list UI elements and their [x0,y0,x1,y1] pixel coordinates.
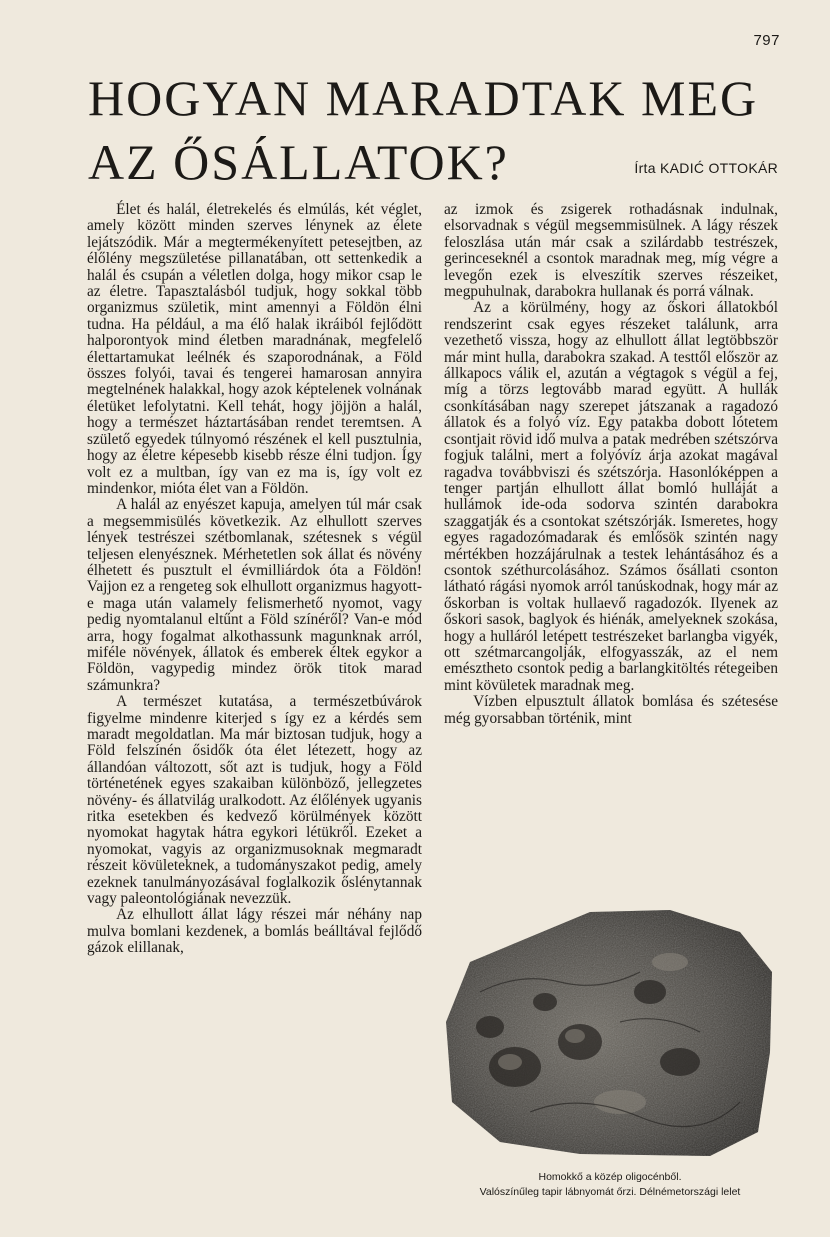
page-number: 797 [753,32,780,49]
fossil-photo-image [440,902,780,1162]
paragraph: Vízben elpusztult állatok bomlása és szétesése még gyorsabban történik, mint [444,693,778,727]
figure-caption [440,1170,780,1200]
paragraph: Az a körülmény, hogy az őskori állatokból rendszerint csak egyes részeket találunk, arra vezethető vissza, hogy az elhullott állat legtöbbször már mint hulla, darabokra szakad. A testtől először az állkapocs válik el, azután a végtagok s végül a fej, míg a törzs legtovább marad együtt. A hullák csonkításában nagy szerepet játszanak a ragadozó állatok és a folyó víz. Egy patakba dobott lótetem csontjait rövid idő mulva a patak medrében szétszórva fogjuk találni, mert a folyóvíz árja azokat magával ragadva továbbviszi és szétszórja. Hasonlóképpen a tenger partján elhullott állat bomló hulláját a hullámok ide-oda sodorva szintén darabokra szaggatják és a csontokat szétszórják. Ismeretes, hogy egyes ragadozómadarak és emlősök szintén nagy mértékben hozzájárulnak a testek lehántásához és a csontok széthurcolásához. Számos ősállati csonton látható rágási nyomok arról tanúskodnak, hogy már az őskorban is voltak hullaevő ragadozók. Ilyenek az őskori sasok, baglyok és hiénák, amelyeknek szokása, hogy a hulláról letépett testrészeket barlangba vigyék, ott szétmarcangolják, elfogyasszák, az el nem emésztheto csontok pedig a barlangkitöltés rétegeiben mint kövületek maradnak meg. [444,299,778,694]
right-column [444,202,778,727]
caption-line-1: Homokkő a közép oligocénből. [538,1171,682,1183]
paragraph: A halál az enyészet kapuja, amelyen túl már csak a megsemmisülés következik. Az elhullott szerves lények testrészei szétbomlanak, szétesnek s végül teljesen elenyésznek. Mérhetetlen sok állat és növény élhetett és pusztult el évmilliárdok óta a Földön! Vajjon ez a rengeteg sok elhullott organizmus hagyott-e maga után valamely felismerhető nyomot, vagy pedig nyomtalanul eltűnt a Föld színéről? Van-e mód arra, hogy fogalmat alkothassunk magunknak arról, miféle növények, állatok és emberek éltek egykor a Földön, vagypedig mindez örök titok marad számunkra? [87,496,422,694]
paragraph: az izmok és zsigerek rothadásnak indulnak, elsorvadnak s végül megsemmisülnek. A lágy részek feloszlása után már csak a szilárdabb testrészek, gerinceseknél a csontok maradnak meg, míg végre a levegőn ezek is elveszítik szerves részeiket, megpuhulnak, darabokra hullanak és porrá válnak. [444,201,778,301]
paragraph: A természet kutatása, a természetbúvárok figyelme mindenre kiterjed s így ez a kérdés sem maradt megoldatlan. Ma már biztosan tudjuk, hogy a Föld felszínén ősidők óta élet létezett, hogy az állandóan változott, sőt azt is tudjuk, hogy a Föld történetének egyes szakaiban különböző, jellegzetes növény- és állatvilág uralkodott. Az élőlények ugyanis ritka esetekben és kedvező körülmények között nyomokat hagytak hátra egykori létükről. Ezeket a nyomokat, vagyis az organizmusoknak megmaradt részeit kövületeknek, a tudományszakot pedig, amely ezeknek tanulmányozásával foglalkozik őslénytannak vagy paleontológiának nevezzük. [87,693,422,908]
byline: Írta KADIĆ OTTOKÁR [634,160,778,176]
caption-line-2: Valószínűleg tapir lábnyomát őrzi. Délnémetországi lelet [479,1186,741,1198]
left-column [87,202,422,957]
paragraph: Az elhullott állat lágy részei már néhány nap mulva bomlani kezdenek, a bomlás beálltával fejlődő gázok elillanak, [87,906,422,957]
fossil-photo [440,902,780,1162]
paragraph: Élet és halál, életrekelés és elmúlás, két véglet, amely között minden szerves lénynek az élete lejátszódik. Már a megtermékenyített petesejtben, az élőlény megszületése pillanatában, ott settenkedik a halál és csupán a véletlen dolga, hogy mikor csap le az életre. Tapasztalásból tudjuk, hogy sokkal több organizmus születik, mint amennyi a Földön élni tudna. Ha például, a ma élő halak ikráiból fejlődött halporontyok mind életben maradnának, megfelelő élettartamukat leélnék és szaporodnának, a Föld összes folyói, tavai és tengerei hamarosan annyira megtelnének halakkal, hogy azok képtelenek volnának életüket lefolytatni. Kell tehát, hogy jöjjön a halál, hogy a természet háztartásában rendet teremtsen. A születő egyedek túlnyomó részének el kell pusztulnia, hogy az életre képesebb kisebb része élni tudjon. Így volt ez a multban, így van ez ma is, így volt ez mindenkor, mióta élet van a Földön. [87,201,422,497]
title-line-1: HOGYAN MARADTAK MEG [88,70,759,126]
title-line-2: AZ ŐSÁLLATOK? [88,134,509,190]
